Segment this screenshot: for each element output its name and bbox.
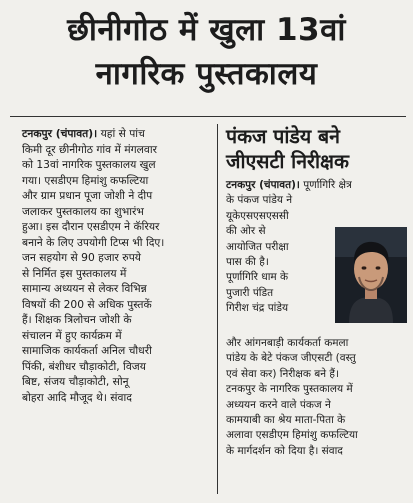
text-line: पुजारी पंडित <box>226 286 274 299</box>
left-article <box>22 126 208 405</box>
sub-headline <box>226 124 406 174</box>
text-line: आयोजित परीक्षा <box>226 240 289 253</box>
sub-headline-line-1: पंकज पांडेय बने <box>226 125 340 148</box>
text-line: की ओर से <box>226 225 266 238</box>
article-paragraph <box>22 126 208 142</box>
text-line: जलाकर पुस्तकालय का शुभारंभ <box>22 204 144 218</box>
text-line: कामयाबी का श्रेय माता-पिता के <box>226 414 346 427</box>
text-line: अध्ययन करने वाले पंकज ने <box>226 398 331 411</box>
text-line: बिष्ट, संजय चौड़ाकोटी, सोनू <box>22 375 129 388</box>
right-full-lines <box>226 336 406 459</box>
text-line: बनाने के लिए उपयोगी टिप्स भी दिए। <box>22 235 165 249</box>
text-line: यहां से पांच <box>97 127 145 140</box>
text-line: गया। एसडीएम हिमांशु कफल्टिया <box>22 173 149 187</box>
text-line: हैं। शिक्षक त्रिलोचन जोशी के <box>22 313 132 326</box>
text-line: सामाजिक कार्यकर्ता अनिल चौधरी <box>22 344 152 357</box>
text-line: के मार्गदर्शन को दिया है। संवाद <box>226 444 343 457</box>
dateline: टनकपुर (चंपावत)। <box>22 127 98 140</box>
text-line: बोहरा आदि मौजूद थे। संवाद <box>22 390 132 404</box>
right-narrow-lines <box>226 193 327 316</box>
headline-line-2: नागरिक पुस्तकालय <box>95 56 318 92</box>
portrait-photo <box>335 227 407 323</box>
text-line: एवं सेवा कर) निरीक्षक बने हैं। <box>226 367 339 380</box>
text-line: हुआ। इस दौरान एसडीएम ने कॅरियर <box>22 220 160 233</box>
text-line: किमी दूर छीनीगोठ गांव में मंगलवार <box>22 142 157 156</box>
text-line: और ग्राम प्रधान पूजा जोशी ने दीप <box>22 189 153 202</box>
text-line: पास की है। <box>226 256 269 269</box>
text-line: गिरीश चंद्र पांडेय <box>226 302 289 315</box>
text-line: और आंगनबाड़ी कार्यकर्ता कमला <box>226 337 349 349</box>
text-line: विषयों की 200 से अधिक पुस्तकें <box>22 297 152 311</box>
text-line: पिंकी, बंशीधर चौड़ाकोटी, विजय <box>22 359 146 373</box>
text-line: के पंकज पांडेय ने <box>226 194 293 207</box>
text-line: जन सहयोग से 90 हजार रुपये <box>22 251 141 264</box>
dateline: टनकपुर (चंपावत)। <box>226 179 300 191</box>
text-line: अलावा एसडीएम हिमांशु कफल्टिया <box>226 429 358 442</box>
text-line: पूर्णागिरि धाम के <box>226 271 289 284</box>
text-line: संचालन में हुए कार्यक्रम में <box>22 328 122 342</box>
text-line: सामान्य अध्ययन से लेकर विभिन्न <box>22 282 147 295</box>
headline-line-1: छीनीगोठ में खुला 13वां <box>67 12 346 48</box>
right-lead <box>226 178 406 193</box>
text-line: टनकपुर के नागरिक पुस्तकालय में <box>226 383 353 396</box>
text-line: को 13वां नागरिक पुस्तकालय खुल <box>22 158 156 171</box>
sub-headline-line-2: जीएसटी निरीक्षक <box>226 150 350 173</box>
column-divider <box>217 124 218 494</box>
person-icon <box>335 227 407 323</box>
text-line: यूकेएसएसएससी <box>226 209 289 222</box>
article-lines <box>22 142 208 406</box>
text-line: पांडेय के बेटे पंकज जीएसटी (वस्तु <box>226 352 356 365</box>
headline-divider <box>10 116 406 117</box>
headline <box>0 8 413 96</box>
text-line: पूर्णागिरि क्षेत्र <box>299 179 352 191</box>
text-line: से निर्मित इस पुस्तकालय में <box>22 266 127 280</box>
